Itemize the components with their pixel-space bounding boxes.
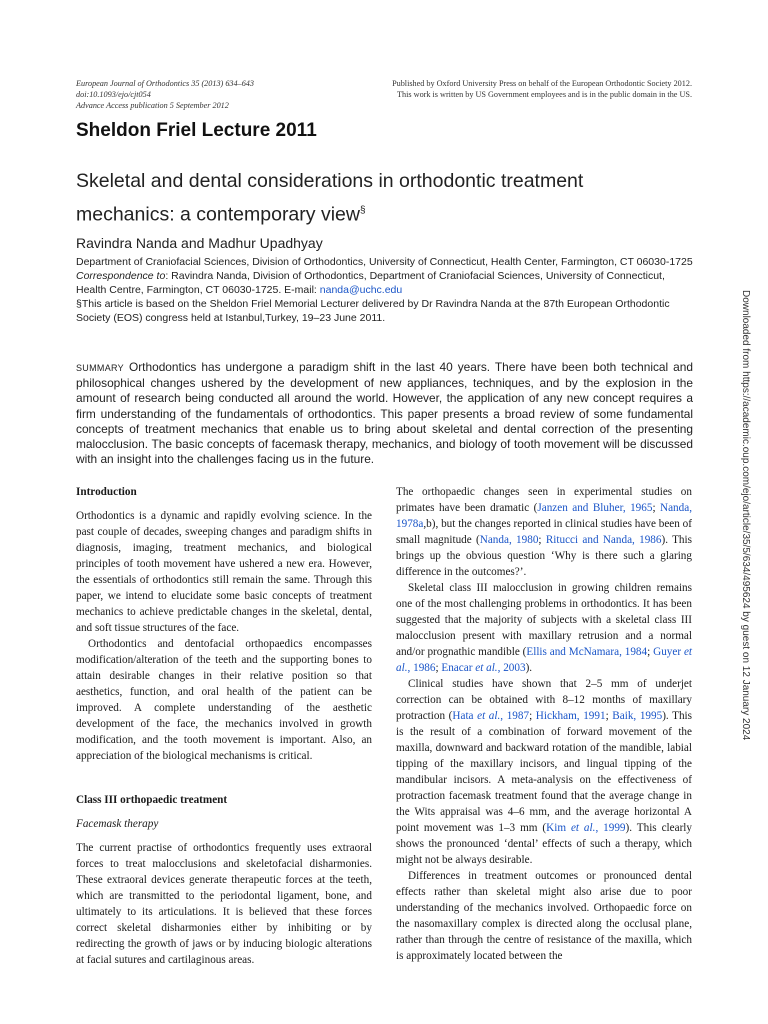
- doi: doi:10.1093/ejo/cjt054: [76, 90, 151, 99]
- right-paragraph-1: [396, 484, 692, 580]
- ref-kim-1999[interactable]: [546, 822, 625, 834]
- publisher-line-2: This work is written by US Government employees and is in the public domain in the US.: [397, 90, 692, 99]
- article-title-text: Skeletal and dental considerations in orthodontic treatment mechanics: a contemporary view: [76, 170, 584, 226]
- affiliation-block: [76, 255, 696, 325]
- publisher-line-1: Published by Oxford University Press on behalf of the European Orthodontic Society 2012.: [392, 79, 692, 88]
- class3-heading: Class III orthopaedic treatment: [76, 794, 228, 806]
- ref-year: , 1987: [500, 710, 530, 722]
- ref-nanda-1978a[interactable]: Nanda, 1978a: [396, 502, 692, 530]
- text-span: Skeletal class III malocclusion in growing children remains one of the most challenging problems in orthodontics. It has been suggested that the majority of subjects with a skeletal class III malocclusion present with maxillary retrusion and a normal and/or prognathic mandible (: [396, 582, 692, 658]
- access-date: Advance Access publication 5 September 2012: [76, 101, 229, 110]
- affiliation: Department of Craniofacial Sciences, Division of Orthodontics, University of Connecticut, Health Center, Farmington, CT 06030-1725: [76, 256, 693, 268]
- publisher-note: [392, 78, 692, 100]
- ref-etal: et al.: [475, 662, 498, 674]
- ref-ellis-mcnamara-1984[interactable]: Ellis and McNamara, 1984: [526, 646, 648, 658]
- text-span: ).: [525, 662, 533, 674]
- journal-header: [76, 78, 254, 111]
- intro-paragraph-1: Orthodontics is a dynamic and rapidly evolving science. In the past couple of decades, sweeping changes and paradigm shifts in diagnosis, imaging, treatment mechanics, and biological principles of tooth movement have ushered a new era. However, the essentials of orthodontics still remain the same. Through this paper, we intend to elucidate some basic concepts of treatment mechanics to achieve predictable changes in the skeletal, dental, and soft tissue structures of the face.: [76, 510, 372, 634]
- text-span: ). This clearly shows the pronounced ‘dental’ effects of such a therapy, which might not be always desirable.: [396, 822, 693, 866]
- text-span: ;: [435, 662, 442, 674]
- right-paragraph-4: Differences in treatment outcomes or pronounced dental effects rather than skeletal might also arise due to poor understanding of the mechanics involved. Orthopaedic force on the nasomaxillary complex is directed along the occlusal plane, rather than through the centre of resistance of the maxilla, which is approximately located between the: [396, 870, 692, 962]
- article-footnote: §This article is based on the Sheldon Friel Memorial Lecturer delivered by Dr Ravindra Nanda at the 87th European Orthodontic Society (EOS) congress held at Istanbul,Turkey, 19–23 June 2011.: [76, 298, 670, 324]
- text-span: ;: [529, 710, 536, 722]
- text-span: ;: [647, 646, 654, 658]
- intro-paragraph-2: Orthodontics and dentofacial orthopaedics encompasses modification/alteration of the teeth and the supporting bones to attain desirable changes in their relative position so that aesthetics, function, and oral health of the patient can be improved. A complete understanding of the aesthetic development of the face, the mechanics involved in growth modification, and the tooth movement is important. Also, an appreciation of the biological mechanisms is critical.: [76, 638, 372, 762]
- ref-etal: et al.: [477, 710, 501, 722]
- facemask-heading: Facemask therapy: [76, 818, 159, 830]
- ref-author: Guyer: [653, 646, 684, 658]
- title-footnote-mark: §: [359, 205, 366, 216]
- ref-author: Kim: [546, 822, 571, 834]
- facemask-paragraph-1: The current practise of orthodontics frequently uses extraoral forces to treat malocclusions and skeletofacial disharmonies. These extraoral devices generate therapeutic forces at the teeth, which are transmitted to the periodontal ligament, bone, and ultimately to its articulations. It is believed that these forces correct skeletal disharmonies either by inhibiting or by redirecting the growth of jaws or by inducing biologic alterations at facial sutures and cartilaginous areas.: [76, 842, 372, 966]
- ref-year: , 1999: [595, 822, 626, 834]
- left-column: [76, 484, 372, 968]
- ref-year: , 2003: [497, 662, 526, 674]
- ref-year: , 1986: [407, 662, 436, 674]
- correspondence-text: : Ravindra Nanda, Division of Orthodontics, Department of Craniofacial Sciences, University of Connecticut, Health Centre, Farmington, CT 06030-1725. E-mail:: [76, 270, 665, 296]
- journal-citation: European Journal of Orthodontics 35 (2013) 634–643: [76, 79, 254, 88]
- ref-janzen-bluher-1965[interactable]: Janzen and Bluher, 1965: [537, 502, 653, 514]
- correspondence-label: Correspondence to: [76, 270, 166, 282]
- download-watermark: Downloaded from https://academic.oup.com/ejo/article/35/5/634/495624 by guest on 12 January 2024: [740, 290, 751, 741]
- introduction-heading: Introduction: [76, 486, 137, 498]
- ref-etal: et al.: [396, 646, 693, 674]
- right-column: [396, 484, 692, 964]
- ref-hata-1987[interactable]: [452, 710, 529, 722]
- ref-author: Hata: [452, 710, 478, 722]
- text-span: ). This brings up the obvious question ‘Why is there such a glaring difference in the outcomes?’.: [396, 534, 692, 578]
- text-span: ). This is the result of a combination of forward movement of the maxilla, downward and backward rotation of the mandible, labial tipping of the maxillary incisors, and lingual tipping of the mandibular incisors. A meta-analysis on the effectiveness of protraction facemask treatment found that the average change in the Wits appraisal was 4–6 mm, and the average horizontal A point movement was 1–3 mm (: [396, 710, 693, 834]
- right-paragraph-3: [396, 676, 692, 868]
- ref-etal: et al.: [570, 822, 596, 834]
- ref-hickham-1991[interactable]: Hickham, 1991: [535, 710, 606, 722]
- article-title: [76, 166, 676, 230]
- text-span: ;: [538, 534, 546, 546]
- correspondence: [76, 269, 696, 297]
- authors: Ravindra Nanda and Madhur Upadhyay: [76, 235, 323, 251]
- ref-author: Enacar: [441, 662, 476, 674]
- text-span: ,b), but the changes reported in clinical studies have been of small magnitude (: [396, 518, 692, 546]
- summary-label: SUMMARY: [76, 363, 124, 373]
- text-span: ;: [652, 502, 660, 514]
- text-span: Clinical studies have shown that 2–5 mm of underjet correction can be obtained with 8–12 months of maxillary protraction (: [396, 678, 692, 722]
- ref-enacar-2003[interactable]: [441, 662, 525, 674]
- summary: [76, 360, 693, 467]
- summary-text: Orthodontics has undergone a paradigm shift in the last 40 years. There have been both technical and philosophical changes ushered by the development of new appliances, techniques, and by the explosion in the amount of research being conducted all around the world. However, the application of any new concept requires a firm understanding of the fundamentals of orthodontics. This paper presents a broad review of some fundamental concepts of treatment mechanics that enable us to bring about skeletal and dental correction of the presenting malocclusion. The basic concepts of facemask therapy, mechanics, and biology of tooth movement will be discussed with an insight into the challenges facing us in the future.: [76, 360, 693, 467]
- lecture-title: Sheldon Friel Lecture 2011: [76, 120, 317, 141]
- ref-nanda-1980[interactable]: Nanda, 1980: [479, 534, 539, 546]
- email-link[interactable]: nanda@uchc.edu: [319, 284, 403, 296]
- ref-ritucci-nanda-1986[interactable]: Ritucci and Nanda, 1986: [545, 534, 662, 546]
- right-paragraph-2: [396, 580, 692, 676]
- ref-baik-1995[interactable]: Baik, 1995: [612, 710, 663, 722]
- text-span: ;: [605, 710, 613, 722]
- text-span: The orthopaedic changes seen in experimental studies on primates have been dramatic (: [396, 486, 692, 514]
